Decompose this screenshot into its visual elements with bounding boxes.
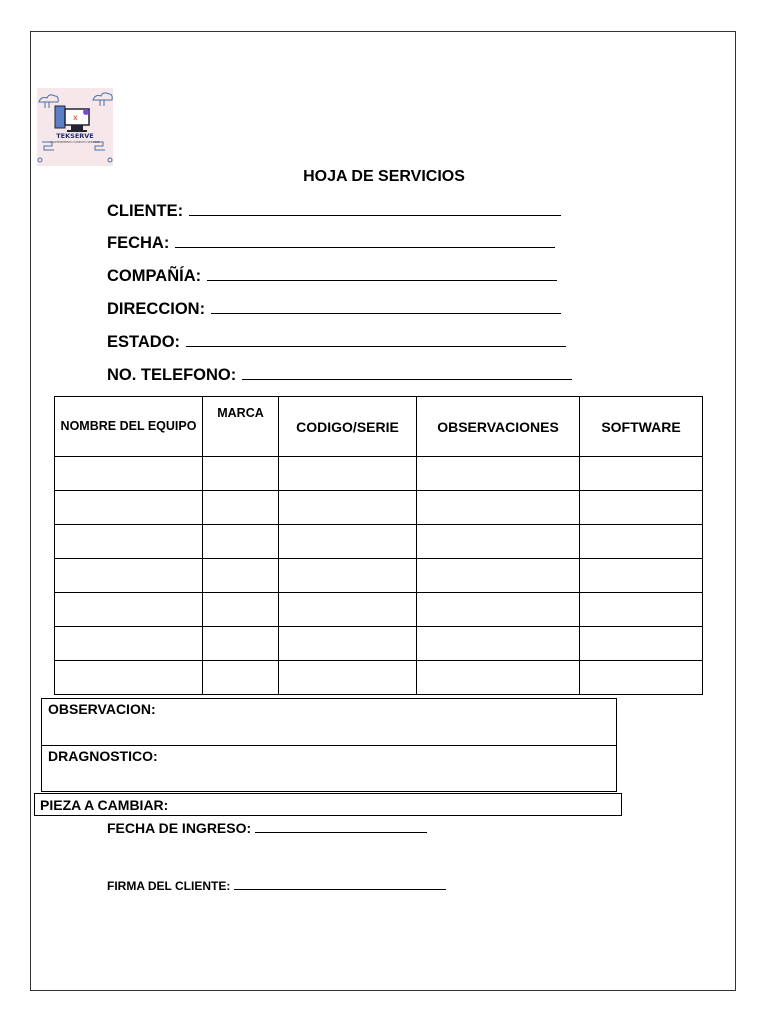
observacion-label: OBSERVACION: bbox=[48, 701, 156, 717]
estado-label: ESTADO: bbox=[107, 333, 181, 351]
table-cell[interactable] bbox=[279, 491, 417, 525]
direccion-label: DIRECCION: bbox=[107, 300, 206, 318]
header-nombre: NOMBRE DEL EQUIPO bbox=[55, 397, 203, 457]
table-cell[interactable] bbox=[203, 661, 279, 695]
table-cell[interactable] bbox=[279, 627, 417, 661]
compania-line[interactable] bbox=[207, 266, 557, 281]
telefono-label: NO. TELEFONO: bbox=[107, 366, 237, 384]
fecha-label: FECHA: bbox=[107, 234, 170, 252]
header-observaciones: OBSERVACIONES bbox=[417, 397, 580, 457]
table-row bbox=[55, 525, 703, 559]
fecha-ingreso-label: FECHA DE INGRESO: bbox=[107, 820, 252, 836]
firma-field bbox=[107, 878, 446, 893]
table-cell[interactable] bbox=[279, 525, 417, 559]
direccion-line[interactable] bbox=[211, 299, 561, 314]
svg-text:x: x bbox=[73, 113, 78, 122]
table-cell[interactable] bbox=[580, 491, 703, 525]
direccion-field bbox=[107, 299, 561, 319]
page-title: HOJA DE SERVICIOS bbox=[303, 168, 465, 185]
table-cell[interactable] bbox=[417, 661, 580, 695]
table-cell[interactable] bbox=[55, 559, 203, 593]
fecha-line[interactable] bbox=[175, 233, 555, 248]
table-cell[interactable] bbox=[580, 593, 703, 627]
table-cell[interactable] bbox=[203, 559, 279, 593]
table-cell[interactable] bbox=[417, 559, 580, 593]
table-cell[interactable] bbox=[203, 491, 279, 525]
table-cell[interactable] bbox=[580, 559, 703, 593]
table-row bbox=[55, 627, 703, 661]
table-cell[interactable] bbox=[279, 593, 417, 627]
table-cell[interactable] bbox=[55, 457, 203, 491]
table-cell[interactable] bbox=[203, 627, 279, 661]
pieza-box[interactable] bbox=[34, 793, 622, 816]
tekserve-logo bbox=[37, 88, 113, 166]
table-cell[interactable] bbox=[55, 491, 203, 525]
table-row bbox=[55, 491, 703, 525]
header-codigo: CODIGO/SERIE bbox=[279, 397, 417, 457]
telefono-line[interactable] bbox=[242, 365, 572, 380]
fecha-field bbox=[107, 233, 555, 253]
table-cell[interactable] bbox=[55, 627, 203, 661]
table-cell[interactable] bbox=[417, 457, 580, 491]
table-cell[interactable] bbox=[203, 457, 279, 491]
compania-field bbox=[107, 266, 557, 286]
table-cell[interactable] bbox=[203, 525, 279, 559]
table-cell[interactable] bbox=[580, 627, 703, 661]
table-cell[interactable] bbox=[417, 525, 580, 559]
table-cell[interactable] bbox=[55, 593, 203, 627]
firma-line[interactable] bbox=[234, 878, 446, 890]
table-cell[interactable] bbox=[580, 525, 703, 559]
telefono-field bbox=[107, 365, 572, 385]
estado-line[interactable] bbox=[186, 332, 566, 347]
table-cell[interactable] bbox=[417, 593, 580, 627]
logo-tagline: MANTENIMIENTO COMPUTO SERVICIO bbox=[50, 141, 100, 144]
diagnostico-label: DRAGNOSTICO: bbox=[48, 748, 158, 764]
compania-label: COMPAÑÍA: bbox=[107, 267, 202, 285]
cliente-field bbox=[107, 201, 561, 221]
pieza-label: PIEZA A CAMBIAR: bbox=[40, 797, 169, 813]
table-cell[interactable] bbox=[279, 457, 417, 491]
table-cell[interactable] bbox=[580, 661, 703, 695]
table-header-row bbox=[55, 397, 703, 457]
table-cell[interactable] bbox=[417, 491, 580, 525]
table-cell[interactable] bbox=[279, 661, 417, 695]
estado-field bbox=[107, 332, 566, 352]
table-cell[interactable] bbox=[203, 593, 279, 627]
table-cell[interactable] bbox=[417, 627, 580, 661]
table-cell[interactable] bbox=[279, 559, 417, 593]
logo-brand: TEKSERVE bbox=[56, 132, 94, 140]
table-cell[interactable] bbox=[580, 457, 703, 491]
table-cell[interactable] bbox=[55, 661, 203, 695]
fecha-ingreso-field bbox=[107, 820, 427, 836]
logo-graphic bbox=[37, 88, 113, 166]
table-row bbox=[55, 559, 703, 593]
fecha-ingreso-line[interactable] bbox=[255, 821, 427, 833]
observacion-box[interactable] bbox=[41, 698, 617, 746]
firma-label: FIRMA DEL CLIENTE: bbox=[107, 879, 231, 893]
diagnostico-box[interactable] bbox=[41, 745, 617, 792]
header-marca: MARCA bbox=[203, 397, 279, 457]
table-row bbox=[55, 593, 703, 627]
cliente-line[interactable] bbox=[189, 201, 561, 216]
table-row bbox=[55, 457, 703, 491]
header-software: SOFTWARE bbox=[580, 397, 703, 457]
equipment-table bbox=[54, 396, 703, 695]
table-row bbox=[55, 661, 703, 695]
table-cell[interactable] bbox=[55, 525, 203, 559]
cliente-label: CLIENTE: bbox=[107, 202, 184, 220]
